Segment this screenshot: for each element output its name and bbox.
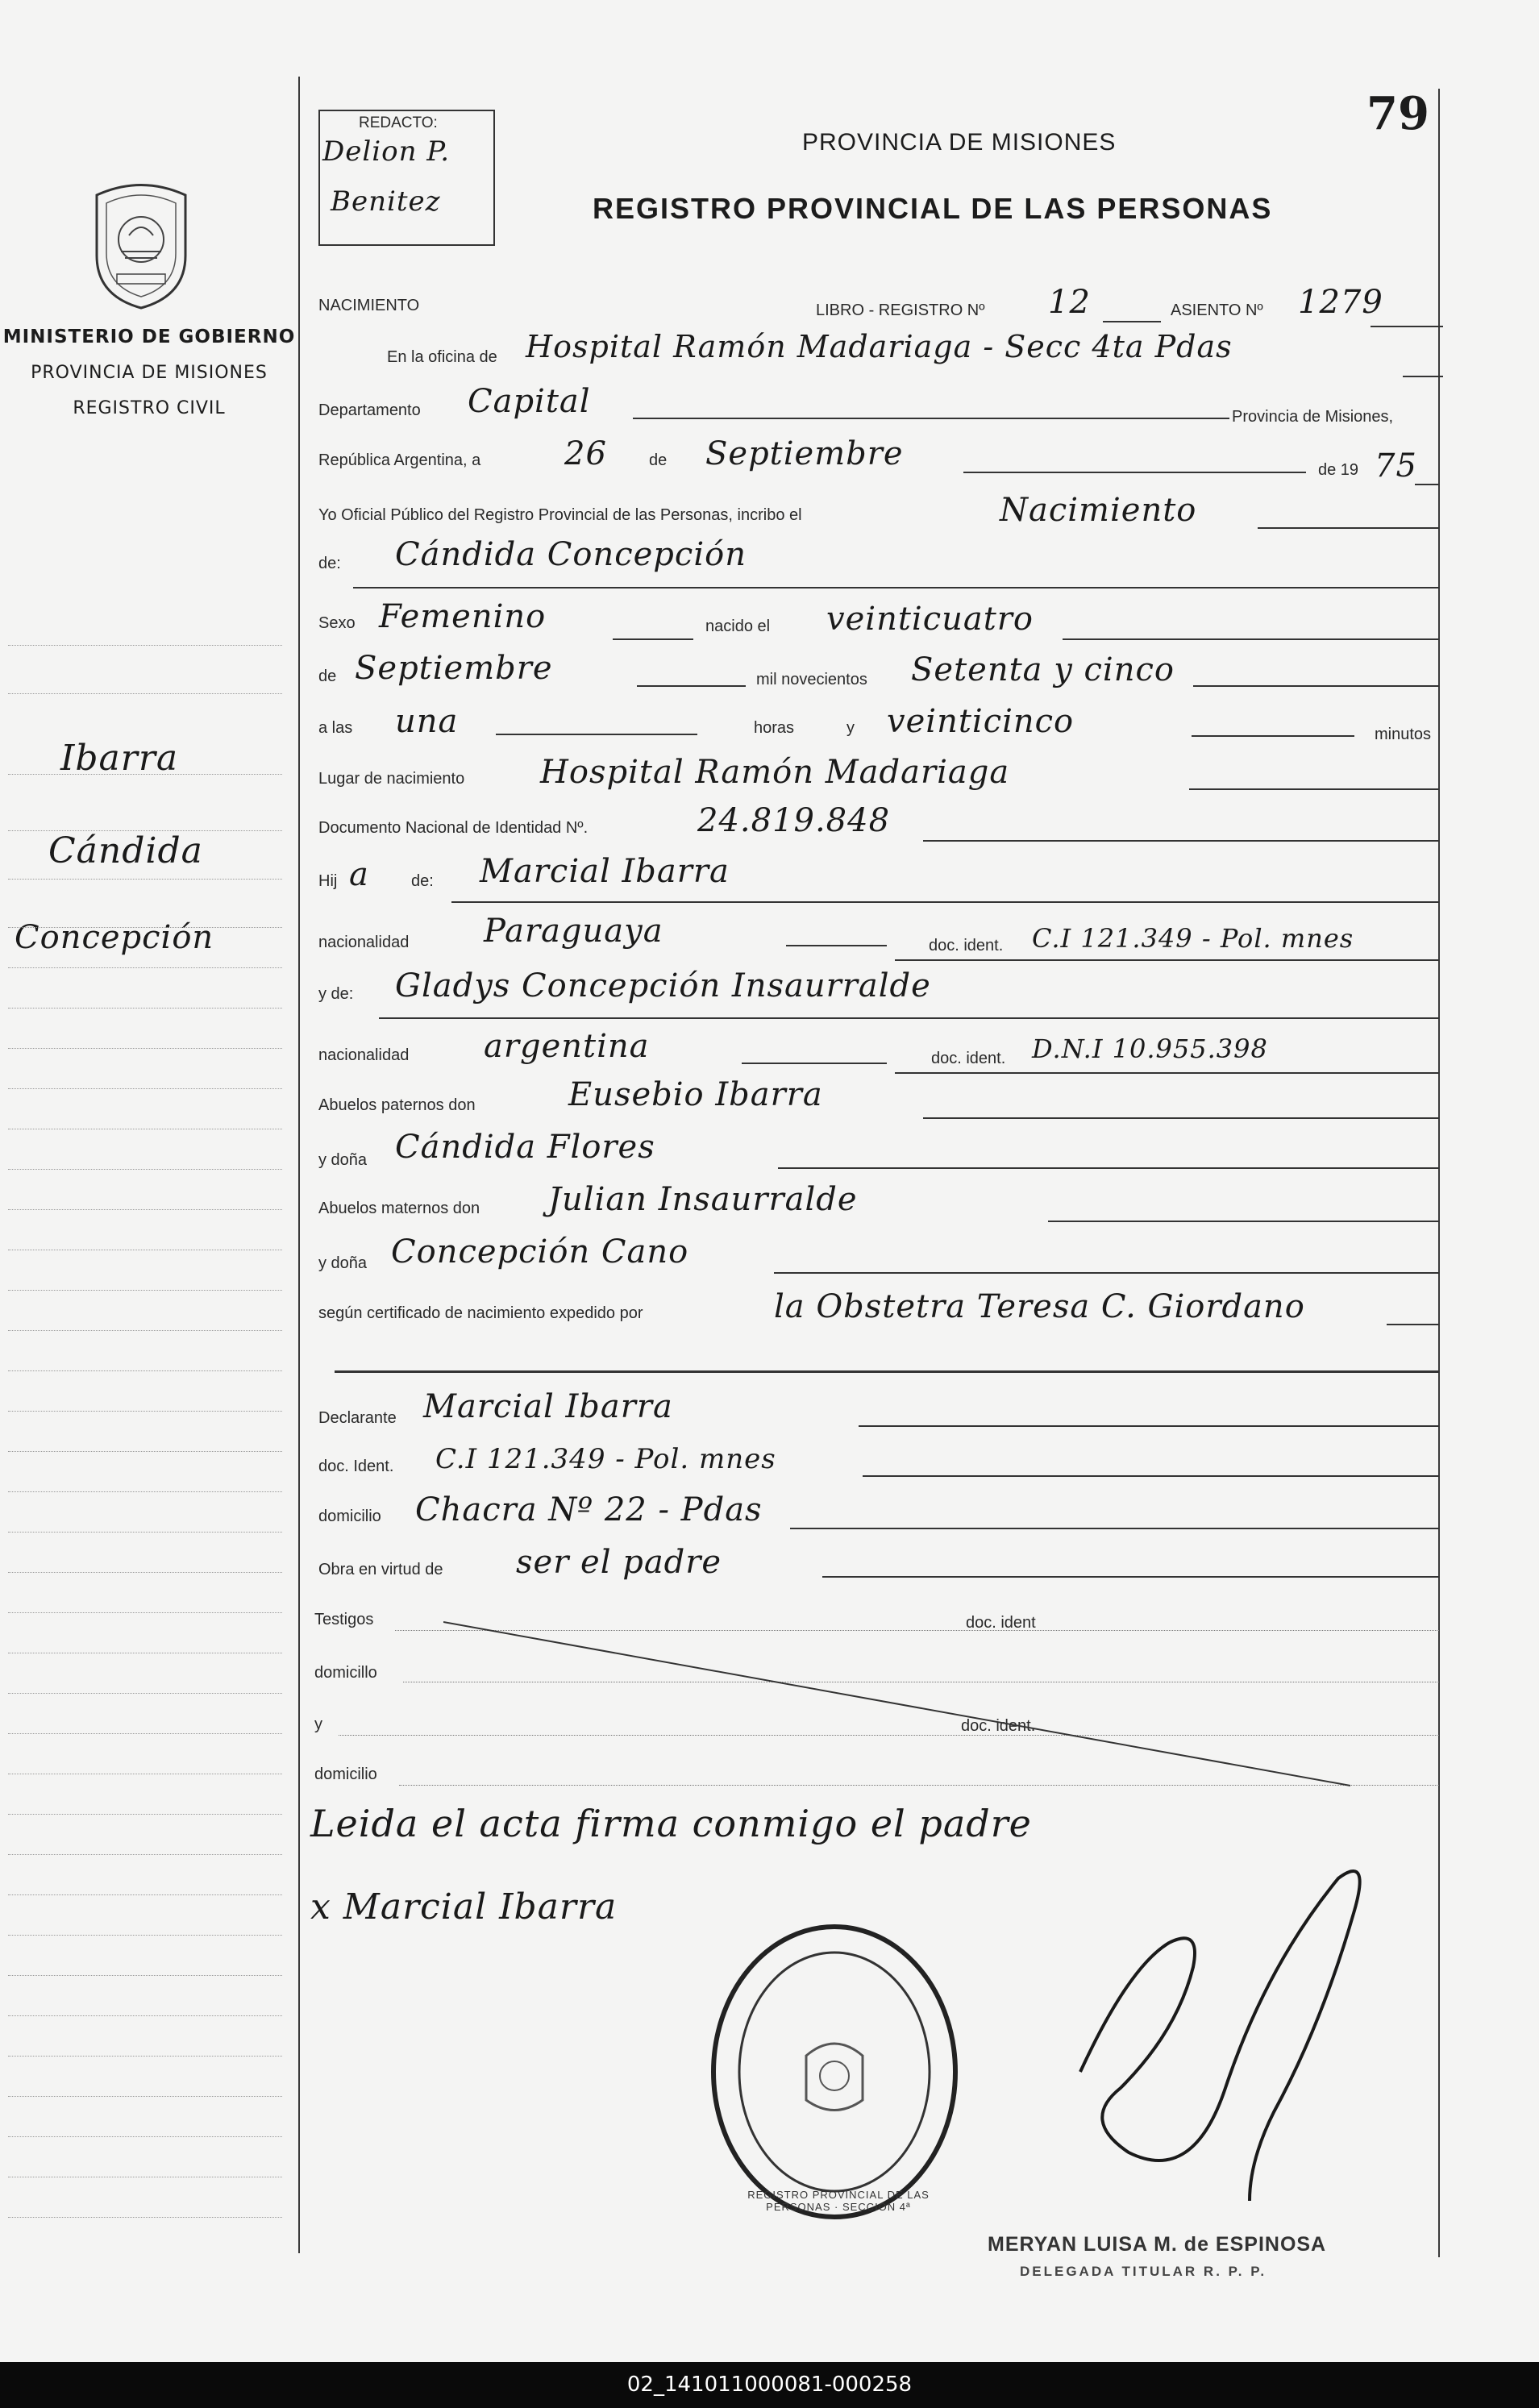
testigos-label: Testigos [314, 1611, 374, 1628]
ministry-province: PROVINCIA DE MISIONES [31, 363, 268, 383]
official-stamp-icon [701, 1919, 967, 2225]
declarante-value: Marcial Ibarra [423, 1388, 673, 1425]
abm-dona-value: Concepción Cano [391, 1233, 689, 1271]
official-role: DELEGADA TITULAR R. P. P. [1020, 2264, 1267, 2279]
doc1-value: C.I 121.349 - Pol. mnes [1032, 923, 1354, 954]
testigos-doc-label: doc. ident [966, 1614, 1036, 1632]
alas-label: a las [318, 719, 353, 737]
abp-value: Eusebio Ibarra [568, 1076, 823, 1113]
horas-y-label: y [846, 719, 855, 737]
cert-label: según certificado de nacimiento expedido por [318, 1304, 643, 1322]
minutos-label: minutos [1375, 726, 1432, 743]
domicilio-label: domicilio [318, 1508, 381, 1525]
dni-value: 24.819.848 [697, 802, 891, 839]
margin-name1: Cándida [48, 830, 203, 871]
cert-value: la Obstetra Teresa C. Giordano [774, 1288, 1305, 1325]
header-province: PROVINCIA DE MISIONES [802, 129, 1117, 156]
abp-label: Abuelos paternos don [318, 1096, 476, 1114]
horas-label: horas [754, 719, 795, 737]
abm-dona-label: y doña [318, 1254, 368, 1272]
asiento-label: ASIENTO Nº [1171, 302, 1263, 319]
birth-month-value: Septiembre [355, 650, 553, 687]
nac1-value: Paraguaya [484, 913, 663, 950]
asiento-value: 1279 [1298, 284, 1383, 321]
nac2-value: argentina [484, 1028, 650, 1065]
right-margin-rule [1438, 89, 1440, 2257]
doc1-label: doc. ident. [929, 937, 1004, 954]
provincia-label: Provincia de Misiones, [1232, 408, 1394, 426]
stamp-text: REGISTRO PROVINCIAL DE LAS PERSONAS · SECCION 4ª [747, 2189, 930, 2213]
nac1-label: nacionalidad [318, 934, 410, 951]
ministry-name: MINISTERIO DE GOBIERNO [2, 326, 296, 347]
ministry-seal-icon [81, 179, 202, 312]
nacido-value: veinticuatro [826, 601, 1034, 638]
testigos-domicilio2-label: domicilio [314, 1765, 377, 1783]
obra-label: Obra en virtud de [318, 1561, 443, 1578]
footer-code: 02_141011000081-000258 [0, 2362, 1539, 2408]
abm-label: Abuelos maternos don [318, 1200, 480, 1217]
header-title: REGISTRO PROVINCIAL DE LAS PERSONAS [593, 192, 1273, 225]
testigos-doc2-label: doc. ident. [961, 1717, 1036, 1735]
record-type-label: NACIMIENTO [318, 297, 420, 314]
year-value: 75 [1375, 447, 1417, 485]
year-prefix: de 19 [1318, 461, 1359, 479]
page-number: 79 [1366, 87, 1429, 140]
day-value: 26 [564, 435, 607, 472]
redacto-name1: Delion P. [322, 135, 451, 168]
republica-label: República Argentina, a [318, 451, 481, 469]
child-name: Cándida Concepción [395, 536, 747, 573]
mil-label: mil novecientos [756, 671, 867, 688]
redacto-name2: Benitez [331, 185, 441, 218]
hija-de-label: de: [411, 872, 434, 890]
oficina-value: Hospital Ramón Madariaga - Secc 4ta Pdas [526, 329, 1233, 364]
dni-label: Documento Nacional de Identidad Nº. [318, 819, 589, 837]
docid-label: doc. Ident. [318, 1458, 394, 1475]
oficial-label: Yo Oficial Público del Registro Provincial de las Personas, incribo el [318, 506, 802, 524]
nacido-label: nacido el [705, 618, 771, 635]
month-value: Septiembre [705, 435, 904, 472]
official-name: MERYAN LUISA M. de ESPINOSA [988, 2233, 1327, 2256]
docid-value: C.I 121.349 - Pol. mnes [435, 1443, 776, 1475]
abm-value: Julian Insaurralde [548, 1181, 858, 1218]
left-margin-rule [298, 77, 300, 2253]
oficina-label: En la oficina de [387, 348, 497, 366]
libro-value: 12 [1048, 284, 1091, 321]
mil-value: Setenta y cinco [911, 651, 1175, 688]
sexo-label: Sexo [318, 614, 356, 632]
horas-value: una [395, 703, 459, 740]
doc2-label: doc. ident. [931, 1050, 1006, 1067]
closing-statement: Leida el acta firma conmigo el padre [310, 1802, 1032, 1845]
name-de-label: de: [318, 555, 341, 572]
testigos-y-label: y [314, 1716, 322, 1733]
father-name: Marcial Ibarra [480, 853, 730, 890]
lugar-value: Hospital Ramón Madariaga [540, 754, 1010, 791]
inscribo-value: Nacimiento [1000, 492, 1197, 529]
mother-name: Gladys Concepción Insaurralde [395, 967, 931, 1004]
departamento-label: Departamento [318, 401, 421, 419]
sexo-value: Femenino [379, 598, 547, 635]
hija-label: Hij [318, 872, 338, 890]
abp-dona-label: y doña [318, 1151, 368, 1169]
declarant-signature: x Marcial Ibarra [310, 1886, 618, 1928]
ministry-registry: REGISTRO CIVIL [73, 398, 226, 418]
minutos-value: veinticinco [887, 703, 1075, 740]
yde-label: y de: [318, 985, 354, 1003]
official-signature [1032, 1846, 1403, 2217]
declarante-label: Declarante [318, 1409, 397, 1427]
lugar-label: Lugar de nacimiento [318, 770, 465, 788]
de-label: de [649, 451, 668, 469]
abp-dona-value: Cándida Flores [395, 1129, 655, 1166]
cross-out-line [443, 1612, 1354, 1790]
nac2-label: nacionalidad [318, 1046, 410, 1064]
redacto-label: REDACTO: [359, 114, 438, 131]
birth-month-de-label: de [318, 668, 337, 685]
testigos-domicilio-label: domicillo [314, 1664, 377, 1682]
obra-value: ser el padre [516, 1544, 722, 1581]
margin-name2: Concepción [15, 919, 214, 956]
margin-surname: Ibarra [60, 738, 179, 779]
departamento-value: Capital [468, 383, 591, 420]
libro-label: LIBRO - REGISTRO Nº [816, 302, 985, 319]
doc2-value: D.N.I 10.955.398 [1032, 1033, 1268, 1064]
hija-suffix: a [349, 856, 369, 893]
domicilio-value: Chacra Nº 22 - Pdas [415, 1491, 763, 1528]
